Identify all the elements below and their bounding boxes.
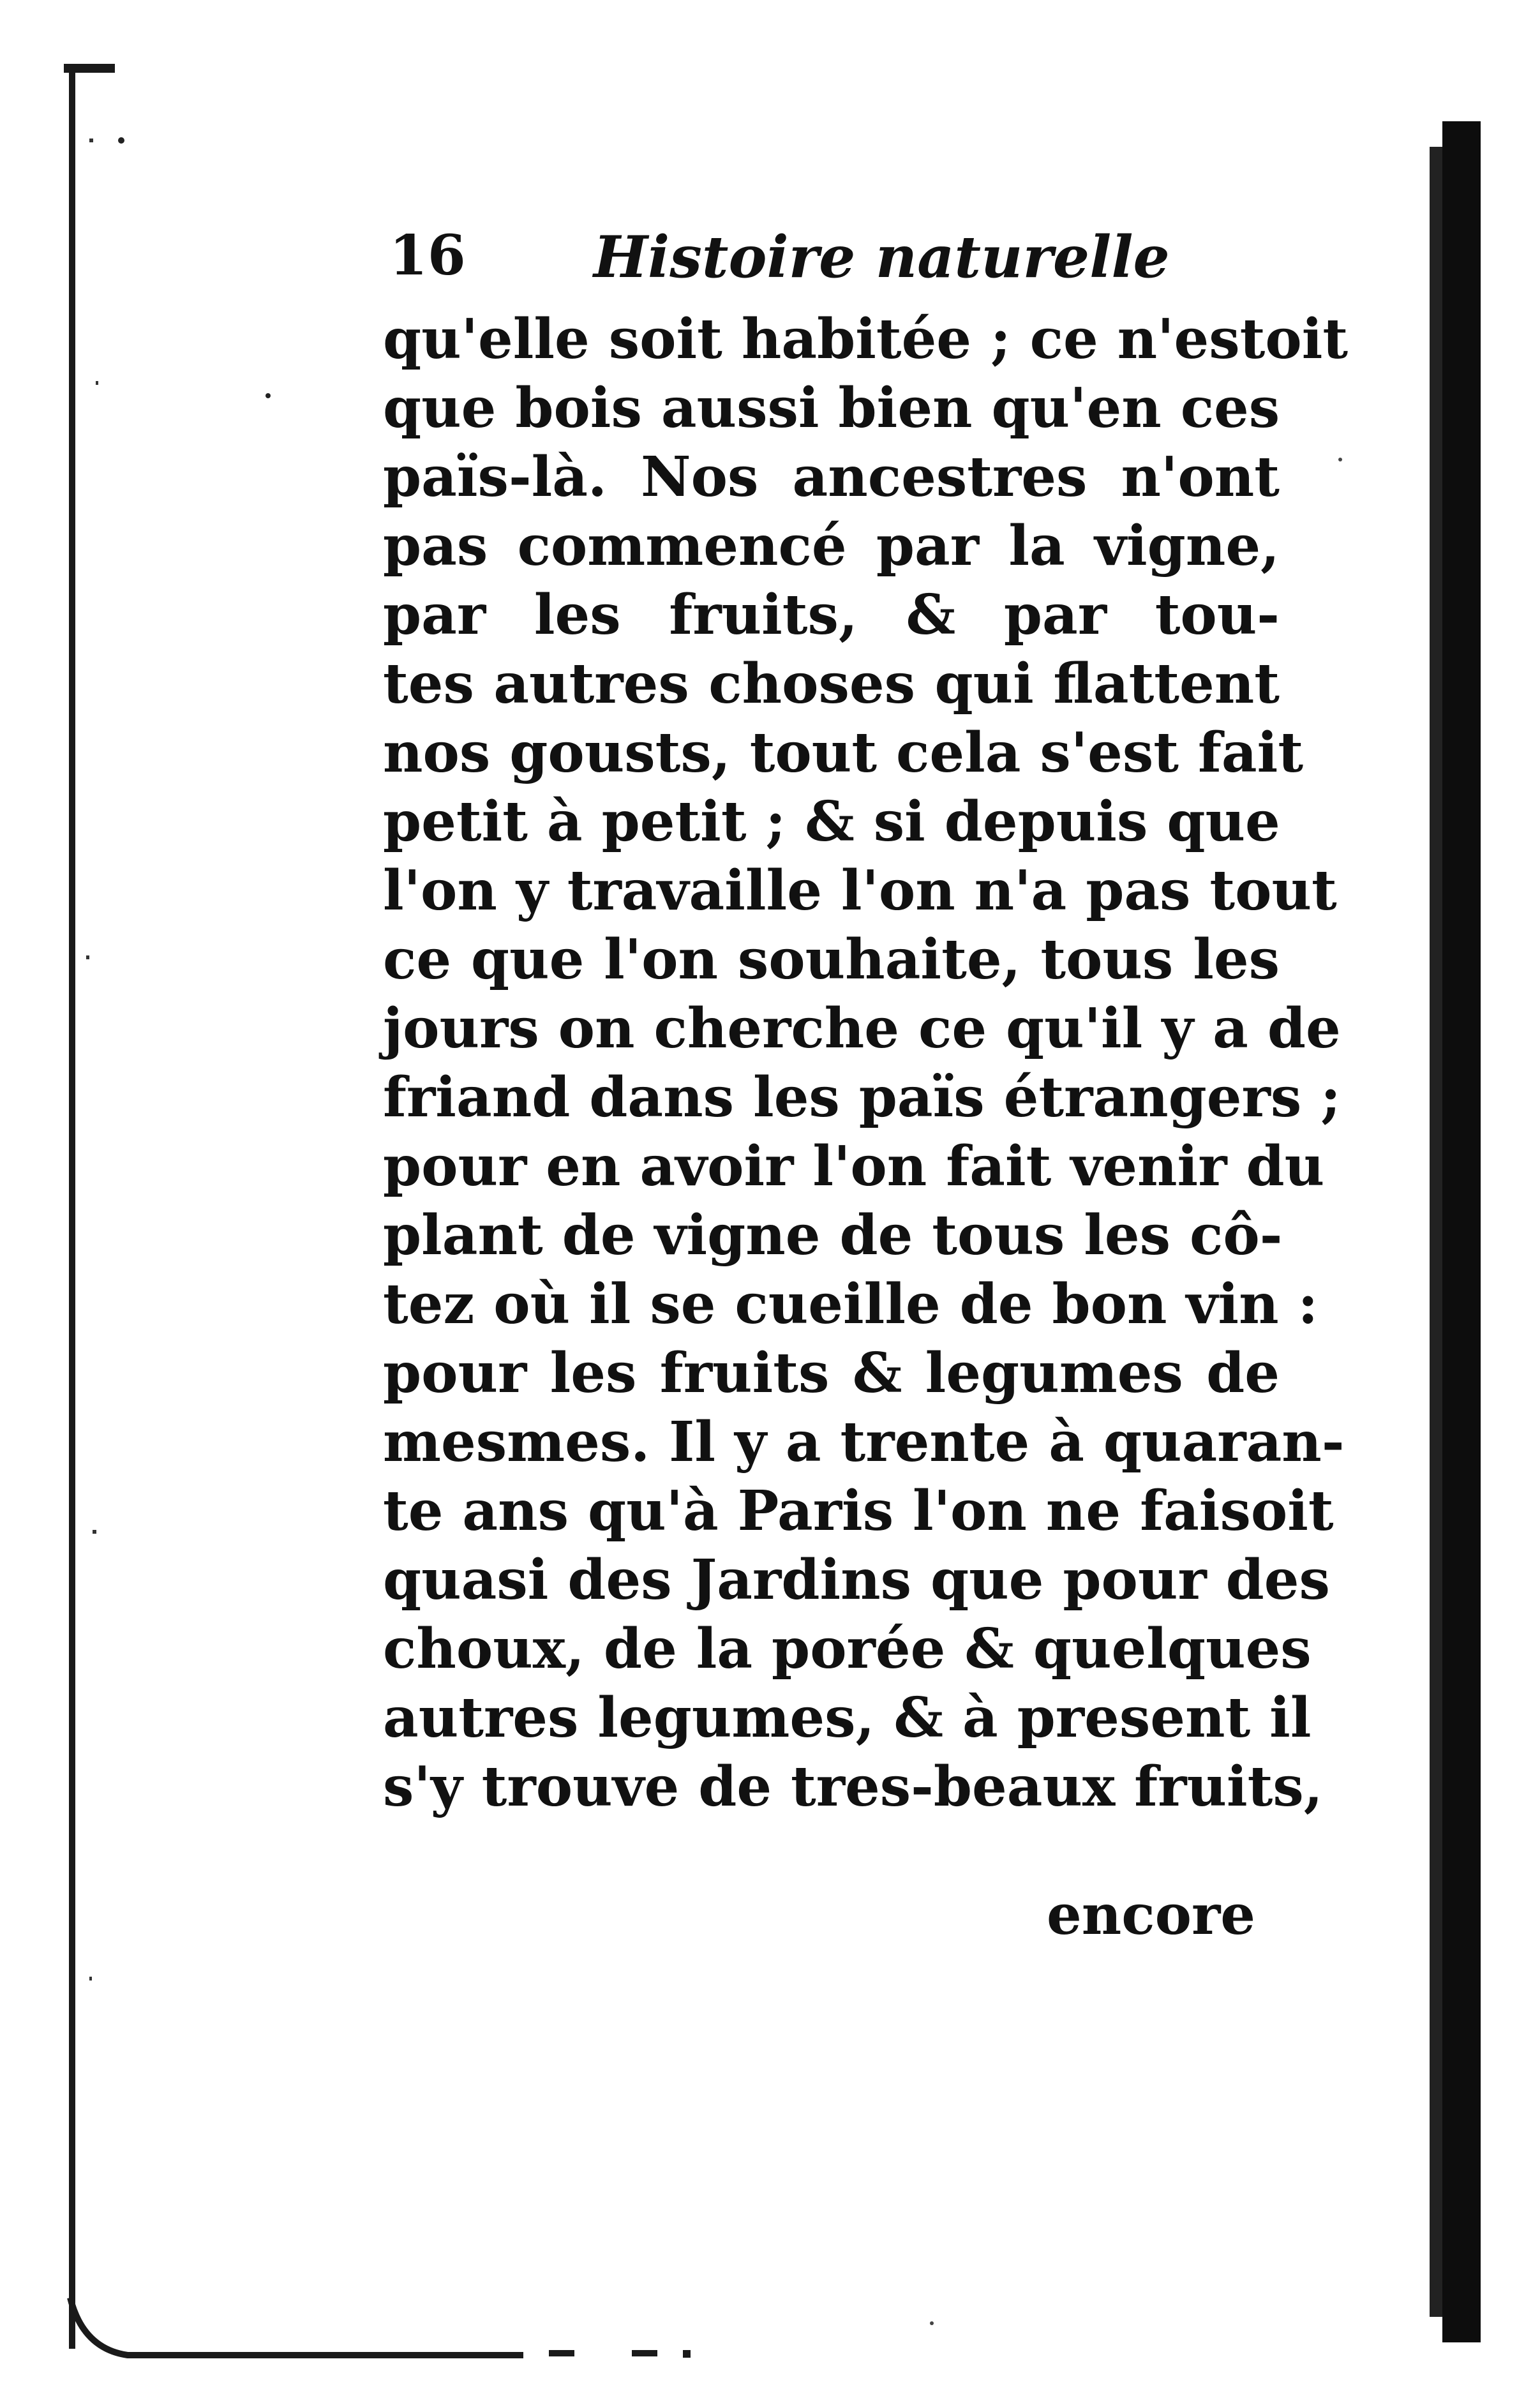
text-line: quasi des Jardins que pour des — [383, 1548, 1330, 1612]
bottom-dash-1 — [549, 2350, 574, 2356]
speck — [930, 2321, 934, 2325]
text-line: friand dans les païs étrangers ; — [383, 1065, 1341, 1130]
text-line: nos gousts, tout cela s'est fait — [383, 721, 1304, 785]
speck — [1338, 458, 1342, 461]
text-line: l'on y travaille l'on n'a pas tout — [383, 858, 1337, 923]
text-line: te ans qu'à Paris l'on ne faisoit — [383, 1479, 1334, 1543]
text-line: tes autres choses qui flattent — [383, 652, 1280, 716]
right-binding-inner — [1430, 147, 1442, 2317]
text-line: pour les fruits & legumes de — [383, 1341, 1280, 1405]
page-number: 16 — [389, 223, 466, 288]
speck — [118, 137, 124, 144]
text-line: pour en avoir l'on fait venir du — [383, 1134, 1325, 1199]
left-edge-speckles — [86, 140, 98, 1979]
left-binding-edge — [69, 64, 75, 2349]
right-binding-shadow — [1442, 121, 1481, 2342]
text-line: jours on cherche ce qu'il y a de — [383, 996, 1341, 1061]
bottom-dash-2 — [632, 2350, 657, 2356]
text-line: petit à petit ; & si depuis que — [383, 790, 1280, 854]
text-line: pas commencé par la vigne, — [383, 514, 1280, 578]
text-line: qu'elle soit habitée ; ce n'estoit — [383, 307, 1349, 371]
text-line: tez où il se cueille de bon vin : — [383, 1272, 1319, 1337]
catchword: encore — [1047, 1883, 1255, 1947]
text-line: s'y trouve de tres-beaux fruits, — [383, 1755, 1323, 1819]
bottom-dash-3 — [683, 2350, 691, 2358]
text-line: choux, de la porée & quelques — [383, 1617, 1312, 1681]
text-line: mesmes. Il y a trente à quaran- — [383, 1410, 1345, 1474]
text-line: plant de vigne de tous les cô- — [383, 1203, 1283, 1268]
bottom-edge-curve — [70, 2298, 523, 2355]
text-line: que bois aussi bien qu'en ces — [383, 376, 1280, 440]
text-line: autres legumes, & à present il — [383, 1686, 1312, 1750]
text-line: païs-là. Nos ancestres n'ont — [383, 445, 1280, 509]
speck — [265, 393, 271, 398]
left-edge-top-mark — [64, 64, 115, 73]
body-text — [383, 305, 1349, 1822]
text-line: ce que l'on souhaite, tous les — [383, 927, 1280, 992]
page-header — [383, 223, 1276, 306]
text-line: par les fruits, & par tou- — [383, 583, 1280, 647]
running-title: Histoire naturelle — [594, 223, 1170, 291]
